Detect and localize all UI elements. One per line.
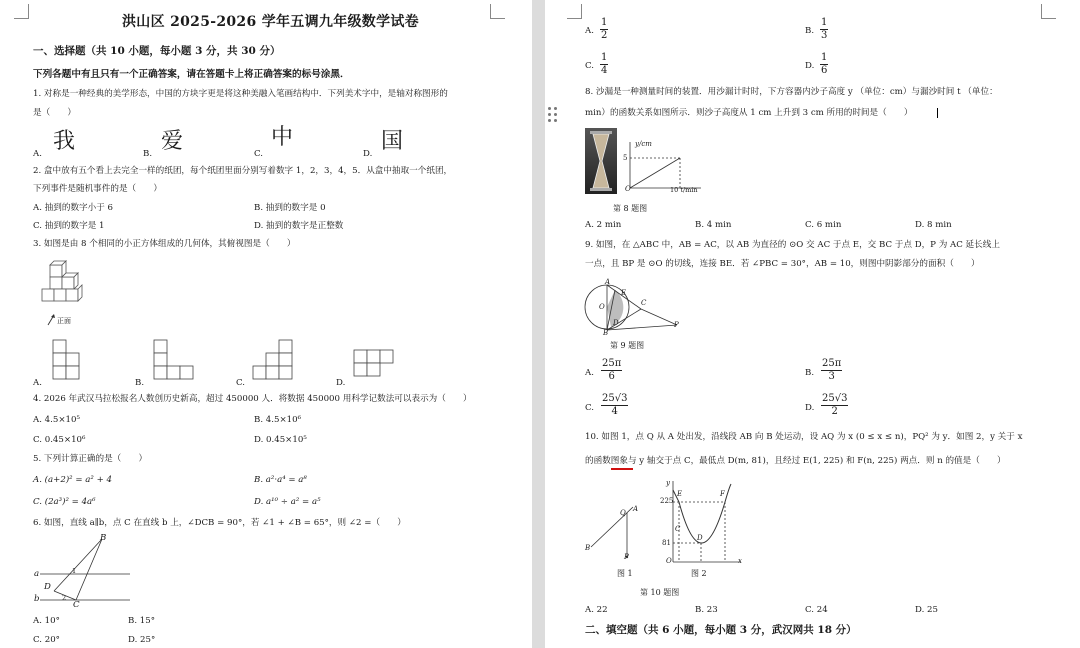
q2-option-c: C. 抽到的数字是 1 (33, 221, 105, 231)
page-corner-mark (567, 4, 582, 19)
q9-option-a-num: 25π (602, 358, 622, 369)
q10-figure-2-caption: 图 2 (691, 569, 707, 578)
q5-option-b: B. a²·a⁴ = a⁸ (254, 475, 307, 485)
question-8: 8. 沙漏是一种测量时间的装置．用沙漏计时时，下方容器内沙子高度 y （单位：cm）与漏沙时间 t （单位： (585, 87, 998, 97)
q9-label-b: B (603, 329, 609, 337)
q8-y-tick-5: 5 (623, 154, 628, 162)
q6-label-line-b: b (34, 594, 40, 604)
q2-option-b: B. 抽到的数字是 0 (254, 203, 326, 213)
q9-option-d-num: 25√3 (822, 393, 848, 404)
q9-option-c-num: 25√3 (602, 393, 628, 404)
question-4: 4. 2026 年武汉马拉松报名人数创历史新高，超过 450000 人．将数据 450000 用科学记数法可以表示为（ ） (33, 394, 472, 404)
question-9-cont: 一点，且 BP 是 ⊙O 的切线，连接 BE．若 ∠PBC = 30°，AB = 10，则图中阴影部分的面积（ ） (585, 259, 980, 269)
q9-option-d-letter: D. (805, 403, 815, 413)
q10-caption: 第 10 题图 (640, 588, 680, 597)
page-corner-mark (1041, 4, 1056, 19)
q3-option-b-letter: B. (135, 378, 145, 388)
q9-label-p: P (674, 321, 679, 329)
q8-option-c: C. 6 min (805, 220, 842, 230)
q7-option-b-den: 3 (821, 30, 828, 41)
q3-solid-figure (42, 260, 90, 314)
section-heading: 一、选择题（共 10 小题，每小题 3 分，共 30 分） (33, 45, 281, 57)
page-gap (532, 0, 545, 648)
question-3: 3. 如图是由 8 个相同的小正方体组成的几何体，其俯视图是（ ） (33, 239, 296, 249)
q1-option-b-char: 爱 (161, 129, 184, 154)
q10-figure-1-caption: 图 1 (617, 569, 633, 578)
q10-option-a: A. 22 (585, 605, 608, 615)
text-cursor (937, 108, 938, 118)
q9-option-b-den: 3 (828, 371, 835, 382)
q9-option-b-num: 25π (822, 358, 842, 369)
q10-label-a: A (633, 505, 639, 513)
q7-option-d-num: 1 (821, 52, 828, 63)
q4-option-c: C. 0.45×10⁶ (33, 435, 86, 445)
q3-front-label: 正面 (57, 317, 71, 325)
q7-option-b-fraction (820, 17, 828, 42)
q3-option-b-view (153, 339, 195, 384)
question-2: 2. 盒中放有五个看上去完全一样的纸团，每个纸团里面分别写着数字 1，2，3，4，5．从盒中抽取一个纸团， (33, 166, 453, 176)
q8-option-d: D. 8 min (915, 220, 952, 230)
q8-x-tick-label: 10 t/min (670, 186, 698, 194)
question-6: 6. 如图，直线 a∥b，点 C 在直线 b 上，∠DCB = 90°，若 ∠1 + ∠B = 65°，则 ∠2 =（ ） (33, 518, 406, 528)
q7-option-d-fraction (820, 52, 828, 77)
q3-option-c-letter: C. (236, 378, 246, 388)
question-10: 10. 如图 1，点 Q 从 A 处出发，沿线段 AB 向 B 处运动，设 AQ 为 x (0 ≤ x ≤ n)，PQ² 为 y．如图 2，y 关于 x (585, 432, 1023, 442)
q9-option-a-den: 6 (608, 371, 615, 382)
hourglass-photo (585, 128, 617, 194)
q8-option-a: A. 2 min (585, 220, 622, 230)
q9-option-c-fraction (601, 393, 628, 418)
q3-option-c-view (252, 339, 294, 384)
q9-label-a: A (605, 278, 611, 286)
q2-option-d: D. 抽到的数字是正整数 (254, 221, 344, 231)
spellcheck-underline (611, 468, 633, 470)
q6-label-line-a: a (34, 569, 40, 579)
q9-option-c-letter: C. (585, 403, 595, 413)
q4-option-d: D. 0.45×10⁵ (254, 435, 307, 445)
q1-option-c-char: 中 (271, 125, 294, 150)
q3-option-d-letter: D. (336, 378, 346, 388)
q6-option-b: B. 15° (128, 616, 156, 626)
question-8-cont: min）的函数关系如图所示．则沙子高度从 1 cm 上升到 3 cm 所用的时间是（ ） (585, 108, 913, 118)
question-2-cont: 下列事件是随机事件的是（ ） (33, 184, 162, 194)
q5-option-c: C. (2a³)² = 4a⁶ (33, 497, 96, 507)
q5-option-a: A. (a+2)² = a² + 4 (33, 475, 112, 485)
q8-option-b: B. 4 min (695, 220, 732, 230)
q9-option-b-letter: B. (805, 368, 815, 378)
q10-option-c: C. 24 (805, 605, 828, 615)
q9-option-a-fraction (601, 358, 622, 383)
q4-option-a: A. 4.5×10⁵ (33, 415, 80, 425)
q6-label-angle-1: 1 (72, 567, 77, 575)
q6-label-c: C (73, 600, 80, 610)
q7-option-a-num: 1 (601, 17, 608, 28)
q10-label-b: B (585, 544, 591, 552)
q9-option-d-fraction (821, 393, 848, 418)
question-1: 1. 对称是一种经典的美学形态，中国的方块字更是将这种美融入笔画结构中．下列美术字中，是轴对称图形的 (33, 89, 448, 99)
q10-label-x-axis: x (738, 557, 742, 565)
q1-option-c-letter: C. (254, 149, 264, 159)
q9-label-o: O (599, 303, 605, 311)
q7-option-d-letter: D. (805, 61, 815, 71)
page-corner-mark (14, 4, 29, 19)
question-5: 5. 下列计算正确的是（ ） (33, 454, 148, 464)
q9-label-e: E (621, 289, 627, 297)
page-title: 洪山区 2025-2026 学年五调九年级数学试卷 (122, 14, 419, 30)
document-page-right (545, 0, 1080, 648)
q8-origin: O (625, 185, 631, 193)
hourglass-icon (585, 128, 617, 194)
q10-label-c: C (675, 525, 681, 533)
q10-option-b: B. 23 (695, 605, 718, 615)
section-heading-fill-in: 二、填空题（共 6 小题，每小题 3 分，武汉网共 18 分） (585, 624, 857, 636)
q7-option-b-num: 1 (821, 17, 828, 28)
q4-option-b: B. 4.5×10⁶ (254, 415, 302, 425)
q7-option-d-den: 6 (821, 65, 828, 76)
q10-label-y-axis: y (666, 479, 670, 487)
instruction: 下列各题中有且只有一个正确答案，请在答题卡上将正确答案的标号涂黑． (33, 69, 350, 80)
q5-option-d: D. a¹⁰ ÷ a² = a⁵ (254, 497, 321, 507)
q9-label-d: D (613, 319, 619, 327)
q6-label-angle-2: 2 (62, 594, 67, 602)
q9-label-c: C (641, 299, 647, 307)
q8-y-axis-label: y/cm (635, 140, 652, 148)
page-drag-handle-icon[interactable] (547, 106, 559, 124)
q1-option-a-char: 我 (53, 129, 76, 154)
q10-tick-81: 81 (662, 539, 671, 547)
q7-option-c-letter: C. (585, 61, 595, 71)
q10-label-f: F (720, 490, 725, 498)
q3-option-a-view (52, 339, 82, 384)
q1-option-b-letter: B. (143, 149, 153, 159)
q9-option-b-fraction (821, 358, 842, 383)
question-10-cont: 的函数图象与 y 轴交于点 C，最低点 D(m, 81)，且经过 E(1, 225) 和 F(n, 225) 两点．则 n 的值是（ ） (585, 456, 1006, 466)
q1-option-a-letter: A. (33, 149, 42, 159)
q9-option-c-den: 4 (611, 406, 618, 417)
q9-option-a-letter: A. (585, 368, 594, 378)
q6-label-b-point: B (100, 533, 107, 543)
q6-option-c: C. 20° (33, 635, 60, 645)
document-page-left (0, 0, 532, 648)
q7-option-a-fraction (600, 17, 608, 42)
q7-option-c-den: 4 (601, 65, 608, 76)
q1-option-d-letter: D. (363, 149, 373, 159)
q9-option-d-den: 2 (831, 406, 838, 417)
q10-tick-225: 225 (660, 497, 674, 505)
q7-option-c-num: 1 (601, 52, 608, 63)
q7-option-c-fraction (600, 52, 608, 77)
q7-option-a-letter: A. (585, 26, 594, 36)
q3-option-a-letter: A. (33, 378, 42, 388)
question-9: 9. 如图，在 △ABC 中，AB = AC，以 AB 为直径的 ⊙O 交 AC 于点 E，交 BC 于点 D，P 为 AC 延长线上 (585, 240, 1000, 250)
q10-label-e: E (677, 490, 683, 498)
q7-option-b-letter: B. (805, 26, 815, 36)
q10-label-q: Q (620, 509, 626, 517)
question-1-cont: 是（ ） (33, 108, 76, 118)
q6-option-a: A. 10° (33, 616, 60, 626)
q10-origin: O (666, 557, 672, 565)
q6-figure (32, 536, 132, 608)
q1-option-d-char: 国 (381, 129, 404, 154)
q9-caption: 第 9 题图 (610, 341, 645, 350)
q10-label-p: P (624, 553, 629, 561)
q6-label-d: D (44, 582, 51, 592)
q7-option-a-den: 2 (601, 30, 608, 41)
q10-option-d: D. 25 (915, 605, 938, 615)
q6-option-d: D. 25° (128, 635, 156, 645)
q10-label-d: D (697, 534, 703, 542)
q2-option-a: A. 抽到的数字小于 6 (33, 203, 114, 213)
q3-option-d-view (353, 349, 395, 381)
page-corner-mark (490, 4, 505, 19)
q8-caption: 第 8 题图 (613, 204, 648, 213)
